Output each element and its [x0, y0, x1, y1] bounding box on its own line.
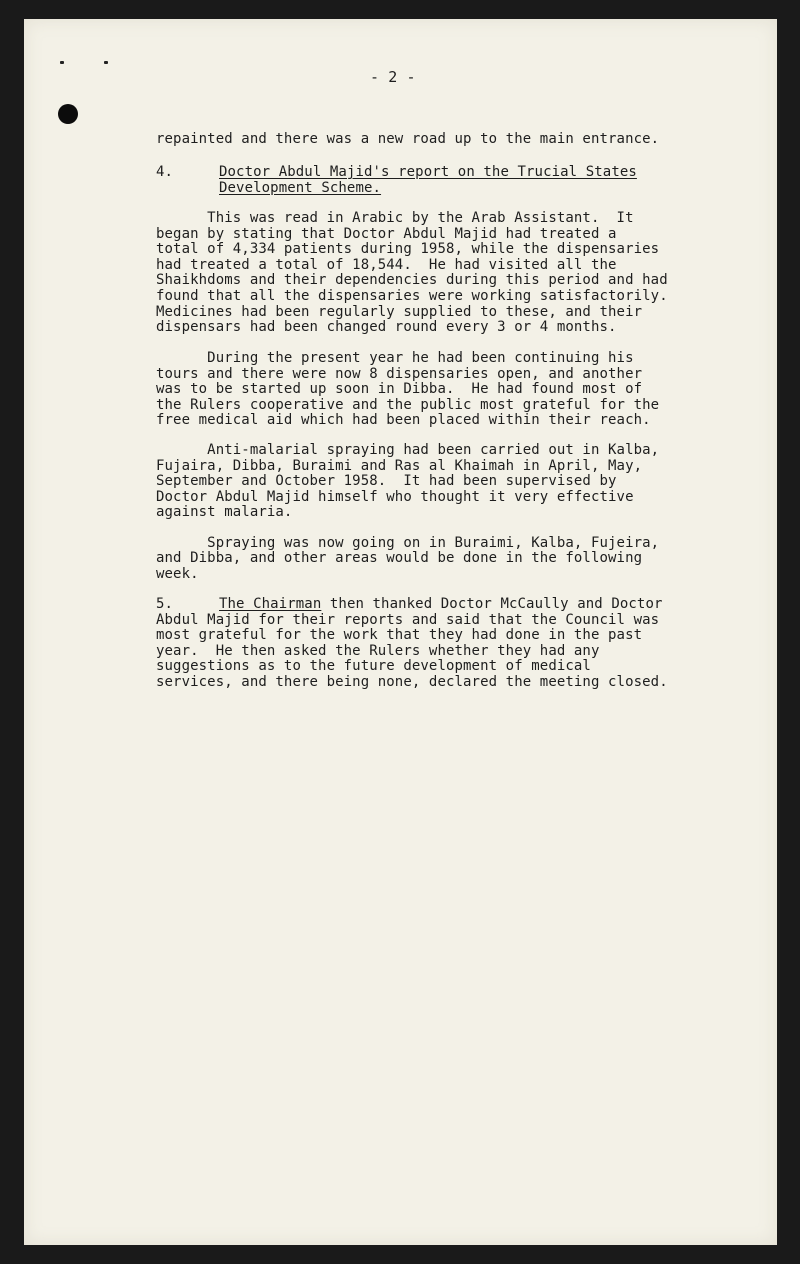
body-line: Abdul Majid for their reports and said that the Council was	[156, 612, 660, 628]
body-line: and Dibba, and other areas would be done in the following	[156, 550, 643, 566]
page-number: - 2 -	[370, 68, 416, 86]
staple-mark	[60, 59, 108, 65]
body-line: year. He then asked the Rulers whether they had any	[156, 643, 600, 659]
body-line: most grateful for the work that they had done in the past	[156, 627, 643, 643]
body-line: services, and there being none, declared the meeting closed.	[156, 674, 668, 690]
body-line: This was read in Arabic by the Arab Assistant. It	[156, 210, 634, 226]
closing-first-line	[219, 597, 663, 613]
body-line: week.	[156, 566, 199, 582]
body-line: free medical aid which had been placed within their reach.	[156, 412, 651, 428]
body-line: During the present year he had been continuing his	[156, 350, 634, 366]
body-line: Shaikhdoms and their dependencies during this period and had	[156, 272, 668, 288]
punch-hole	[58, 104, 78, 124]
chairman-label: The Chairman	[219, 596, 322, 612]
body-line: the Rulers cooperative and the public most grateful for the	[156, 397, 660, 413]
body-line: Medicines had been regularly supplied to these, and their	[156, 304, 643, 320]
section-heading-line-2: Development Scheme.	[219, 180, 382, 196]
body-line: Spraying was now going on in Buraimi, Kalba, Fujeira,	[156, 535, 660, 551]
closing-first-line-rest: then thanked Doctor McCaully and Doctor	[321, 596, 663, 612]
body-line: suggestions as to the future development of medical	[156, 658, 591, 674]
body-line: had treated a total of 18,544. He had visited all the	[156, 257, 617, 273]
body-line: Doctor Abdul Majid himself who thought it very effective	[156, 489, 634, 505]
body-line: September and October 1958. It had been supervised by	[156, 473, 617, 489]
body-line: began by stating that Doctor Abdul Majid had treated a	[156, 226, 617, 242]
body-line: Anti-malarial spraying had been carried out in Kalba,	[156, 442, 660, 458]
body-line: tours and there were now 8 dispensaries open, and another	[156, 366, 643, 382]
body-line: against malaria.	[156, 504, 293, 520]
section-number-4: 4.	[156, 164, 174, 180]
body-line: dispensars had been changed round every 3 or 4 months.	[156, 319, 617, 335]
continuation-line: repainted and there was a new road up to the main entrance.	[156, 131, 660, 147]
body-line: Fujaira, Dibba, Buraimi and Ras al Khaimah in April, May,	[156, 458, 643, 474]
body-line: total of 4,334 patients during 1958, while the dispensaries	[156, 241, 660, 257]
body-line: found that all the dispensaries were working satisfactorily.	[156, 288, 668, 304]
section-number-5: 5.	[156, 596, 174, 612]
section-heading-line-1: Doctor Abdul Majid's report on the Trucial States	[219, 164, 637, 180]
body-line: was to be started up soon in Dibba. He had found most of	[156, 381, 643, 397]
